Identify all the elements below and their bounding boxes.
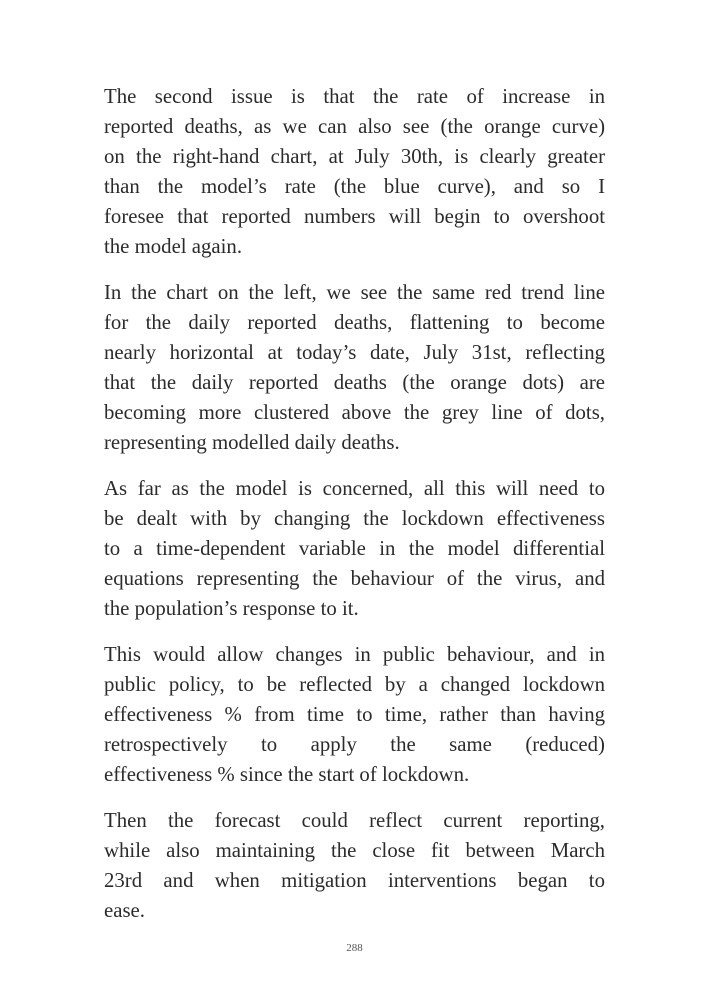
text-line: nearly horizontal at today’s date, July 31st, reflecting	[104, 341, 605, 364]
text-line: effectiveness % from time to time, rather than having	[104, 703, 605, 726]
paragraph-4	[104, 640, 605, 790]
text-line: effectiveness % since the start of lockdown.	[104, 763, 470, 786]
text-line: be dealt with by changing the lockdown effectiveness	[104, 507, 605, 530]
text-line: on the right-hand chart, at July 30th, is clearly greater	[104, 145, 605, 168]
text-line: the population’s response to it.	[104, 597, 359, 620]
paragraph-1	[104, 82, 605, 262]
text-line: retrospectively to apply the same (reduced)	[104, 733, 605, 756]
text-line: than the model’s rate (the blue curve), and so I	[104, 175, 605, 198]
text-line: for the daily reported deaths, flattening to become	[104, 311, 605, 334]
text-line: public policy, to be reflected by a changed lockdown	[104, 673, 605, 696]
text-line: As far as the model is concerned, all this will need to	[104, 477, 605, 500]
text-line: to a time-dependent variable in the model differential	[104, 537, 605, 560]
text-line: In the chart on the left, we see the same red trend line	[104, 281, 605, 304]
paragraph-2	[104, 278, 605, 458]
body-text	[104, 82, 605, 942]
text-line: the model again.	[104, 235, 243, 258]
text-line: becoming more clustered above the grey line of dots,	[104, 401, 605, 424]
text-line: 23rd and when mitigation interventions began to	[104, 869, 605, 892]
paragraph-3	[104, 474, 605, 624]
text-line: foresee that reported numbers will begin to overshoot	[104, 205, 605, 228]
text-line: that the daily reported deaths (the orange dots) are	[104, 371, 605, 394]
text-line: This would allow changes in public behaviour, and in	[104, 643, 605, 666]
text-line: The second issue is that the rate of increase in	[104, 85, 605, 108]
text-line: representing modelled daily deaths.	[104, 431, 400, 454]
text-line: ease.	[104, 899, 145, 922]
text-line: equations representing the behaviour of the virus, and	[104, 567, 605, 590]
text-line: Then the forecast could reflect current reporting,	[104, 809, 605, 832]
text-line: while also maintaining the close fit between March	[104, 839, 605, 862]
page-number: 288	[346, 942, 363, 954]
text-line: reported deaths, as we can also see (the orange curve)	[104, 115, 605, 138]
paragraph-5	[104, 806, 605, 926]
